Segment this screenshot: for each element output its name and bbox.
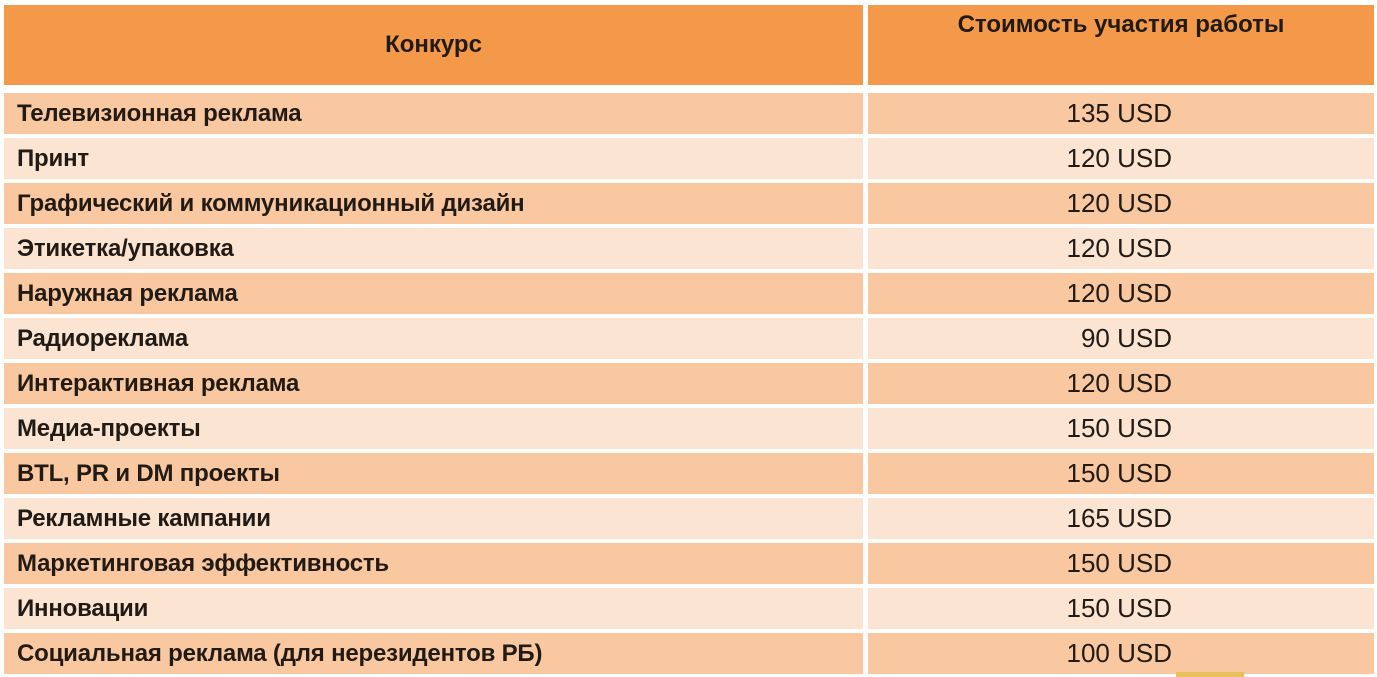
- column-header-contest: Конкурс: [4, 5, 863, 85]
- price-value: 120 USD: [868, 273, 1374, 314]
- table-row: [4, 543, 1374, 584]
- price-value: 120 USD: [868, 183, 1374, 224]
- contest-name: Наружная реклама: [4, 273, 863, 314]
- price-value: 150 USD: [868, 453, 1374, 494]
- column-header-price: Стоимость участия работы: [868, 5, 1374, 85]
- table-body: [4, 93, 1374, 674]
- contest-name: Этикетка/упаковка: [4, 228, 863, 269]
- price-value: 150 USD: [868, 543, 1374, 584]
- price-value: 120 USD: [868, 228, 1374, 269]
- price-value: 165 USD: [868, 498, 1374, 539]
- table-row: [4, 273, 1374, 314]
- contest-name: Медиа-проекты: [4, 408, 863, 449]
- contest-name: Графический и коммуникационный дизайн: [4, 183, 863, 224]
- contest-name: Телевизионная реклама: [4, 93, 863, 134]
- price-value: 120 USD: [868, 363, 1374, 404]
- contest-name: Принт: [4, 138, 863, 179]
- table-row: [4, 588, 1374, 629]
- contest-name: Социальная реклама (для нерезидентов РБ): [4, 633, 863, 674]
- table-row: [4, 318, 1374, 359]
- table-row: [4, 228, 1374, 269]
- price-value: 90 USD: [868, 318, 1374, 359]
- price-value: 135 USD: [868, 93, 1374, 134]
- contest-name: Интерактивная реклама: [4, 363, 863, 404]
- table-row: [4, 498, 1374, 539]
- highlight-bar: [1176, 672, 1244, 677]
- price-value: 150 USD: [868, 408, 1374, 449]
- table-row: [4, 363, 1374, 404]
- table-row: [4, 408, 1374, 449]
- contest-name: Рекламные кампании: [4, 498, 863, 539]
- pricing-table: [4, 5, 1374, 674]
- price-value: 150 USD: [868, 588, 1374, 629]
- price-value: 120 USD: [868, 138, 1374, 179]
- table-row: [4, 183, 1374, 224]
- table-header-row: [4, 5, 1374, 85]
- table-row: [4, 93, 1374, 134]
- price-value: 100 USD: [868, 633, 1374, 674]
- contest-name: BTL, PR и DM проекты: [4, 453, 863, 494]
- table-row: [4, 138, 1374, 179]
- contest-name: Маркетинговая эффективность: [4, 543, 863, 584]
- table-row: [4, 453, 1374, 494]
- contest-name: Инновации: [4, 588, 863, 629]
- table-row: [4, 633, 1374, 674]
- contest-name: Радиореклама: [4, 318, 863, 359]
